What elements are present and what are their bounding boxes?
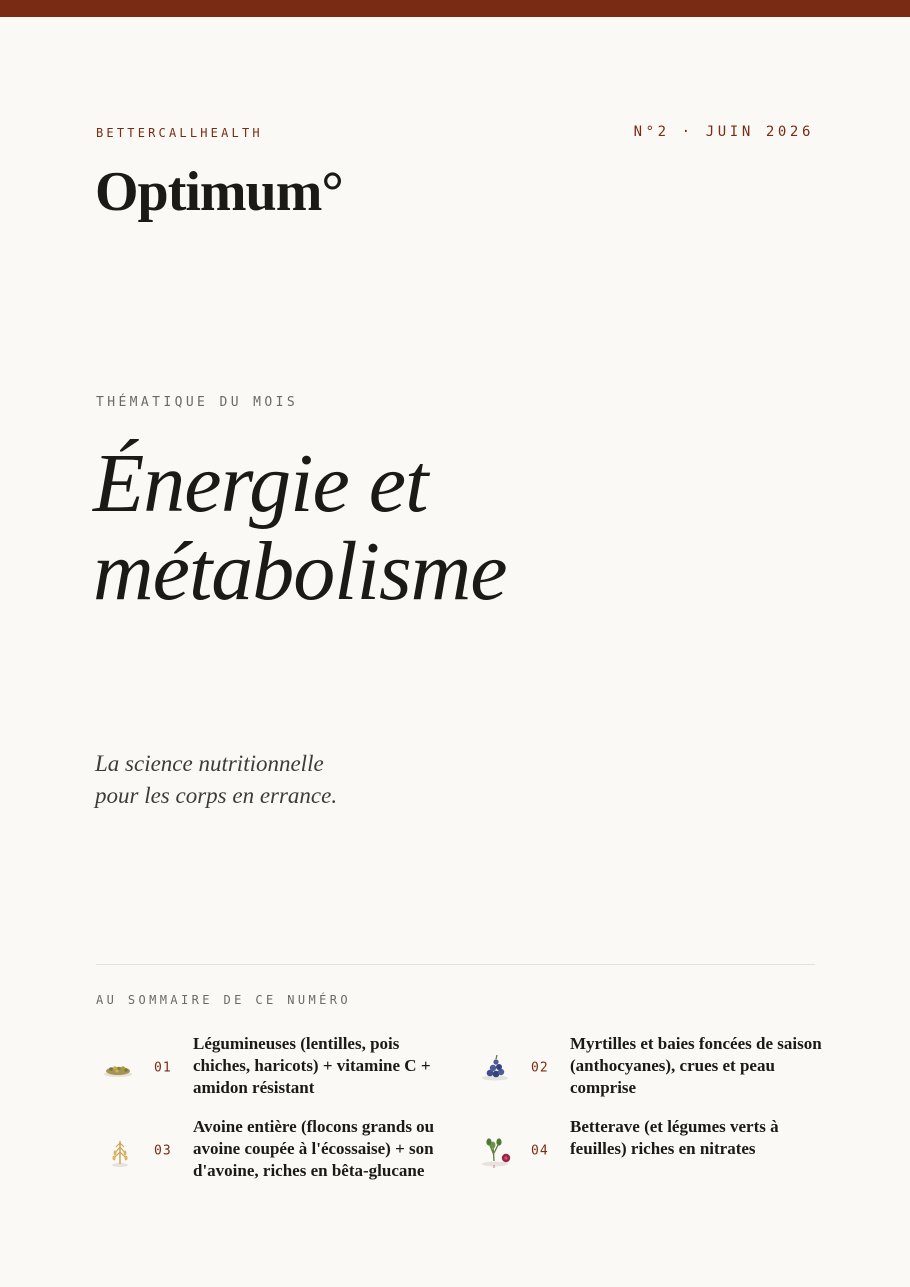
toc-label: AU SOMMAIRE DE CE NUMÉRO [96,993,351,1007]
toc-item-03[interactable] [96,1116,436,1186]
blueberries-icon [475,1048,515,1088]
toc-item-number: 02 [531,1060,549,1076]
toc-item-number: 01 [154,1060,172,1076]
tagline [95,748,495,812]
theme-title-line-1: Énergie et [93,437,428,530]
tagline-line-1: La science nutritionnelle [95,751,324,776]
toc-item-02[interactable] [473,1033,822,1103]
toc-item-title: Avoine entière (flocons grands ou avoine coupée à l'écossaise) + son d'avoine, riches en bêta-glucane [193,1117,435,1180]
toc-item-number: 03 [154,1143,172,1159]
toc-item-title: Légumineuses (lentilles, pois chiches, haricots) + vitamine C + amidon résistant [193,1034,431,1097]
top-accent-bar [0,0,910,17]
magazine-logo: Optimum° [95,161,343,223]
toc-item-01[interactable] [96,1033,436,1103]
toc-item-04[interactable] [473,1116,813,1186]
issue-number: N°2 · JUIN 2026 [633,124,814,140]
theme-label: THÉMATIQUE DU MOIS [96,395,299,410]
toc-item-title: Betterave (et légumes verts à feuilles) riches en nitrates [570,1117,779,1158]
tagline-line-2: pour les corps en errance. [95,783,338,808]
oat-icon [98,1131,138,1171]
toc-item-number: 04 [531,1143,549,1159]
theme-title [93,437,793,618]
theme-title-line-2: métabolisme [93,525,507,618]
section-divider [96,964,815,965]
brand-name: BETTERCALLHEALTH [96,126,263,140]
toc-item-title: Myrtilles et baies foncées de saison (anthocyanes), crues et peau comprise [570,1034,822,1097]
legumes-icon [98,1048,138,1088]
beetroot-icon [475,1131,515,1171]
